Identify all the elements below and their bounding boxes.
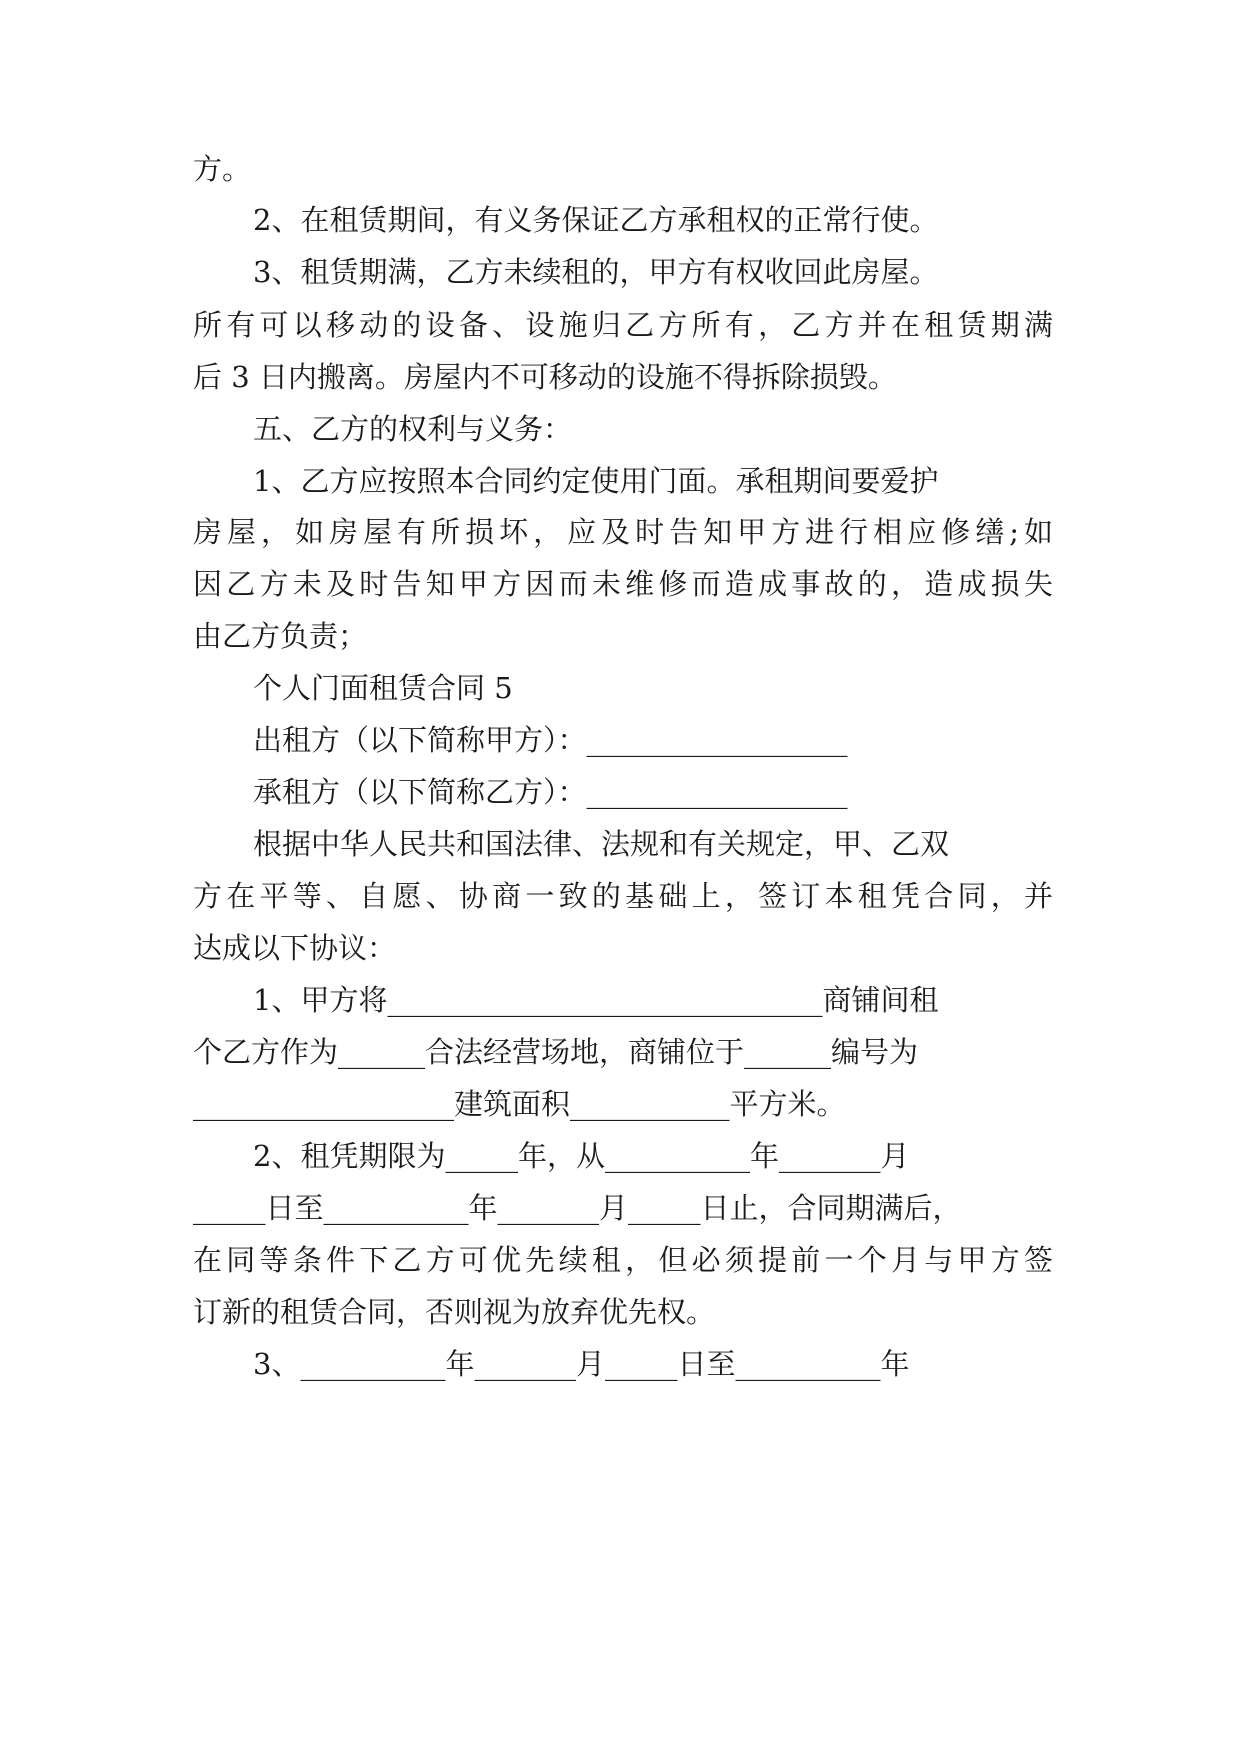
text-line-14: 根据中华人民共和国法律、法规和有关规定，甲、乙双 xyxy=(253,827,950,861)
text-line-7: 1、乙方应按照本合同约定使用门面。承租期间要爱护 xyxy=(253,464,939,498)
text-line-9: 因乙方未及时告知甲方因而未维修而造成事故的，造成损失 xyxy=(193,567,1053,601)
text-line-18: 个乙方作为______合法经营场地，商铺位于______编号为 xyxy=(193,1035,919,1069)
text-line-5: 后 3 日内搬离。房屋内不可移动的设施不得拆除损毁。 xyxy=(193,360,897,394)
text-line-24: 3、__________年_______月_____日至__________年 xyxy=(253,1347,910,1381)
text-line-17: 1、甲方将______________________________商铺间租 xyxy=(253,983,939,1017)
text-line-6: 五、乙方的权利与义务： xyxy=(253,412,573,446)
text-line-4: 所有可以移动的设备、设施归乙方所有，乙方并在租赁期满 xyxy=(193,308,1053,342)
text-line-19: __________________建筑面积___________平方米。 xyxy=(193,1087,846,1121)
text-line-23: 订新的租赁合同，否则视为放弃优先权。 xyxy=(193,1295,716,1329)
text-line-3: 3、租赁期满，乙方未续租的，甲方有权收回此房屋。 xyxy=(253,255,939,289)
text-line-15: 方在平等、自愿、协商一致的基础上，签订本租凭合同，并 xyxy=(193,879,1053,913)
text-line-22: 在同等条件下乙方可优先续租，但必须提前一个月与甲方签 xyxy=(193,1243,1053,1277)
text-line-20: 2、租凭期限为_____年，从__________年_______月 xyxy=(253,1139,910,1173)
text-line-8: 房屋，如房屋有所损坏，应及时告知甲方进行相应修缮;如 xyxy=(193,515,1053,549)
text-line-16: 达成以下协议： xyxy=(193,931,397,965)
text-line-21: _____日至__________年_______月_____日止，合同期满后， xyxy=(193,1191,962,1225)
text-line-1: 方。 xyxy=(193,152,252,186)
lessee-line: 承租方（以下简称乙方）：__________________ xyxy=(253,775,848,809)
text-line-10: 由乙方负责； xyxy=(193,619,368,653)
text-line-2: 2、在租赁期间，有义务保证乙方承租权的正常行使。 xyxy=(253,203,939,237)
lessor-line: 出租方（以下简称甲方）：__________________ xyxy=(253,723,848,757)
section-heading: 个人门面租赁合同 5 xyxy=(253,671,513,705)
